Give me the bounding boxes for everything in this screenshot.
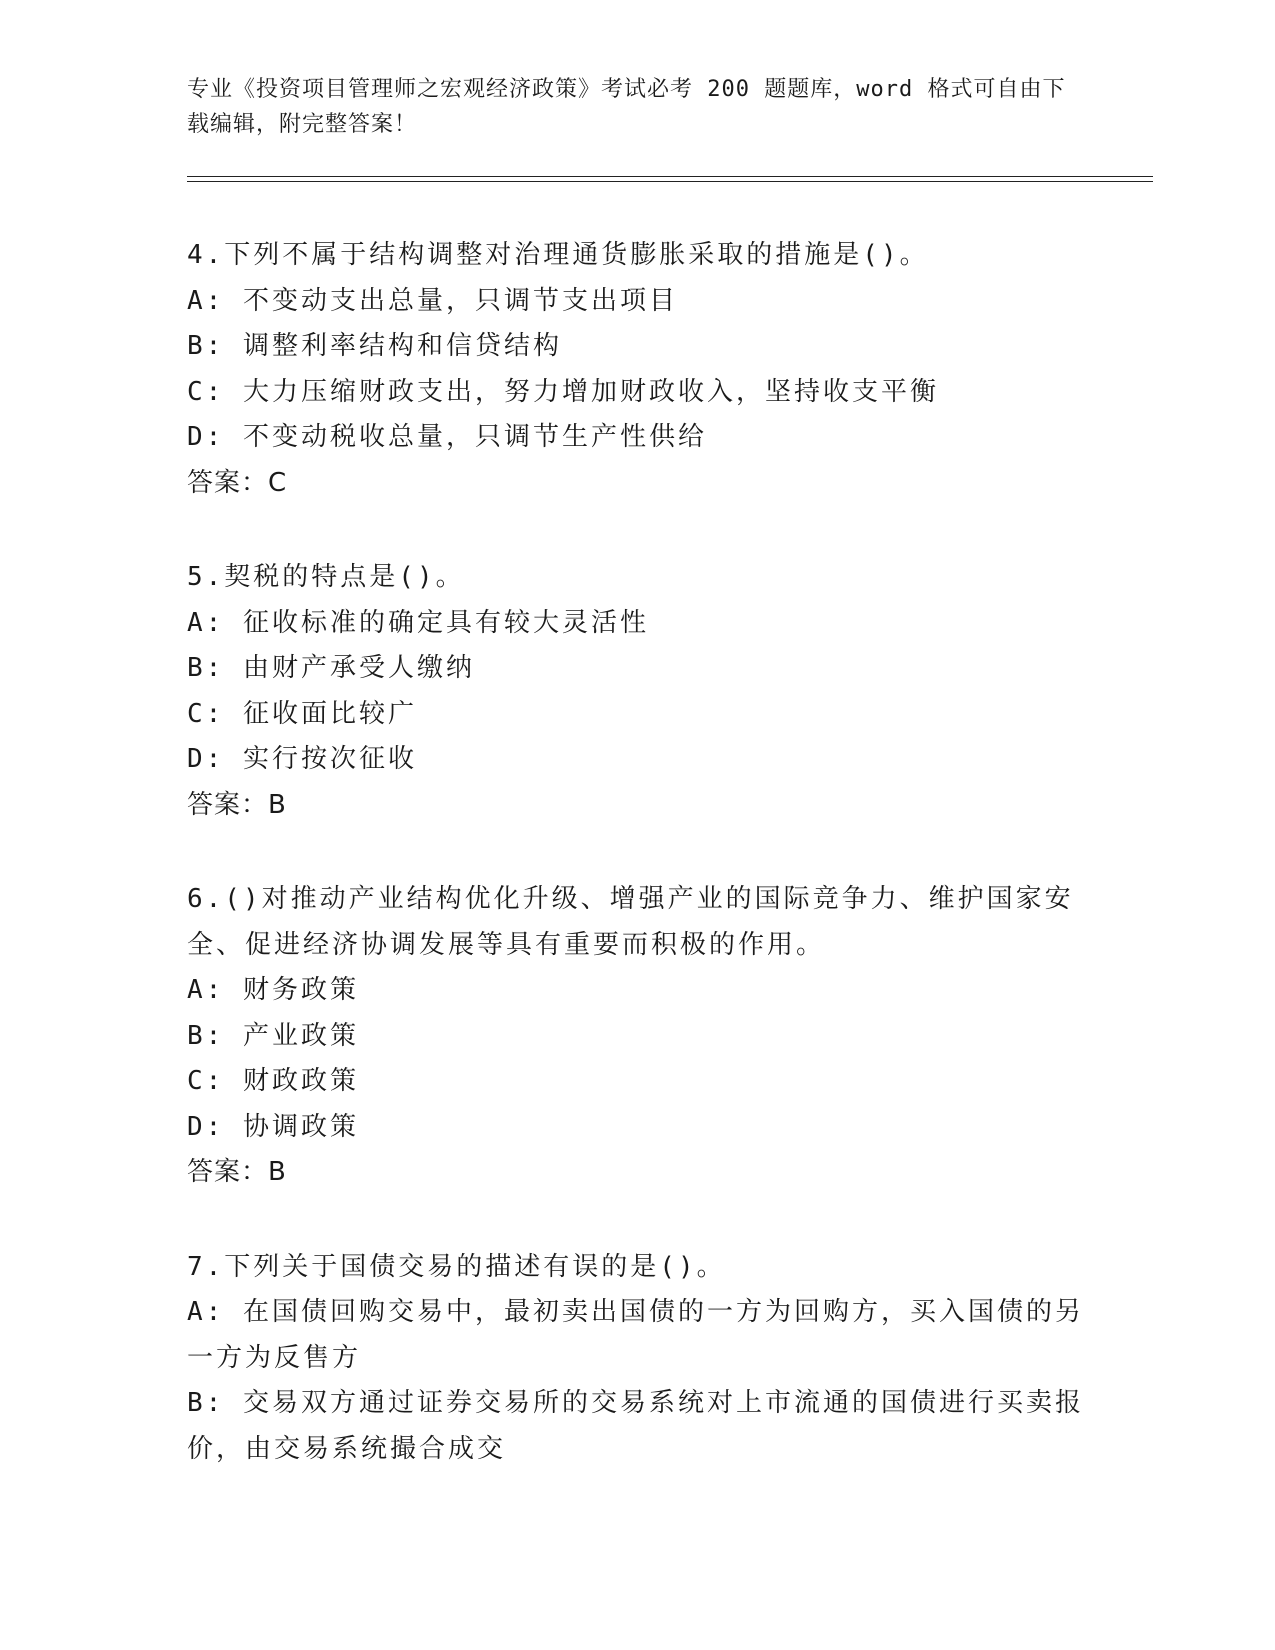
answer-line: 答案：C (187, 467, 288, 498)
question-stem: 6.()对推动产业结构优化升级、增强产业的国际竞争力、维护国家安全、促进经济协调发展等具有重要而积极的作用。 (187, 884, 1074, 960)
option-d: D: 协调政策 (187, 1111, 359, 1142)
option-c: C: 征收面比较广 (187, 698, 417, 729)
option-c: C: 大力压缩财政支出，努力增加财政收入，坚持收支平衡 (187, 376, 939, 407)
question-list (187, 233, 1087, 1521)
header-rule-bottom (187, 181, 1153, 182)
document-header: 专业《投资项目管理师之宏观经济政策》考试必考 200 题题库，word 格式可自由下载编辑，附完整答案！ (187, 77, 1066, 137)
option-b: B: 调整利率结构和信贷结构 (187, 331, 562, 361)
question-stem: 4.下列不属于结构调整对治理通货膨胀采取的措施是()。 (187, 240, 929, 270)
question-block-7 (187, 1245, 1087, 1473)
option-a: A: 在国债回购交易中，最初卖出国债的一方为回购方，买入国债的另一方为反售方 (187, 1297, 1084, 1373)
option-d: D: 实行按次征收 (187, 744, 417, 774)
option-d: D: 不变动税收总量，只调节生产性供给 (187, 422, 707, 452)
question-stem: 5.契税的特点是()。 (187, 562, 465, 592)
option-b: B: 交易双方通过证券交易所的交易系统对上市流通的国债进行买卖报价，由交易系统撮合成交 (187, 1388, 1084, 1464)
question-stem: 7.下列关于国债交易的描述有误的是()。 (187, 1251, 726, 1282)
option-b: B: 产业政策 (187, 1020, 359, 1051)
option-c: C: 财政政策 (187, 1066, 359, 1096)
answer-line: 答案：B (187, 789, 287, 820)
header-rule-top (187, 176, 1153, 177)
question-block-4 (187, 233, 1087, 506)
answer-line: 答案：B (187, 1157, 287, 1187)
option-a: A: 征收标准的确定具有较大灵活性 (187, 607, 649, 638)
question-block-5 (187, 555, 1087, 828)
option-a: A: 不变动支出总量，只调节支出项目 (187, 285, 678, 316)
question-block-6 (187, 877, 1087, 1196)
option-b: B: 由财产承受人缴纳 (187, 653, 475, 683)
option-a: A: 财务政策 (187, 975, 359, 1005)
